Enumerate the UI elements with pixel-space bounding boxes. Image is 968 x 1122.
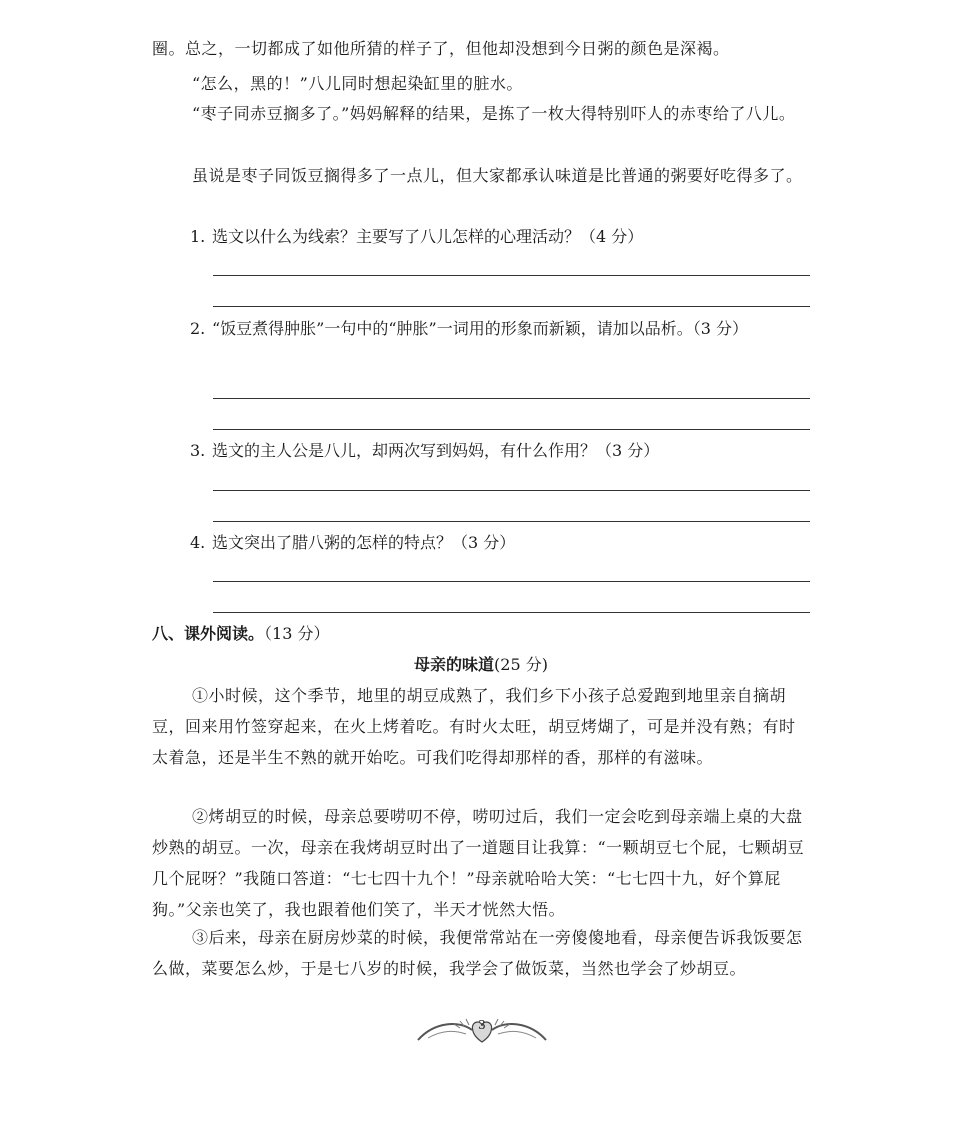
article-title-points: (25 分) <box>494 655 548 674</box>
passage-paragraph: 圈。总之，一切都成了如他所猜的样子了，但他却没想到今日粥的颜色是深褐。 <box>152 39 730 58</box>
passage-paragraph: “枣子同赤豆搁多了。”妈妈解释的结果，是拣了一枚大得特别吓人的赤枣给了八儿。 <box>192 104 796 123</box>
question-text: 选文以什么为线索？主要写了八儿怎样的心理活动？（4 分） <box>212 227 644 246</box>
question-number: 3. <box>190 441 206 460</box>
page-footer-ornament <box>414 1010 550 1050</box>
answer-line[interactable] <box>213 275 810 276</box>
answer-line[interactable] <box>213 429 810 430</box>
article-paragraph-3: ③后来，母亲在厨房炒菜的时候，我便常常站在一旁傻傻地看，母亲便告诉我饭要怎么做，菜要怎么炒，于是七八岁的时候，我学会了做饭菜，当然也学会了炒胡豆。 <box>152 928 803 978</box>
question-3 <box>190 436 810 466</box>
question-number: 2. <box>190 319 206 338</box>
question-number: 1. <box>190 227 206 246</box>
answer-line[interactable] <box>213 521 810 522</box>
question-text: 选文的主人公是八儿，却两次写到妈妈，有什么作用？（3 分） <box>212 441 660 460</box>
answer-line[interactable] <box>213 612 810 613</box>
answer-line[interactable] <box>213 306 810 307</box>
article-paragraph-1: ①小时候，这个季节，地里的胡豆成熟了，我们乡下小孩子总爱跑到地里亲自摘胡豆，回来用竹签穿起来，在火上烤着吃。有时火太旺，胡豆烤煳了，可是并没有熟；有时太着急，还是半生不熟的就开始吃。可我们吃得却那样的香，那样的有滋味。 <box>152 686 796 767</box>
page-number: 3 <box>478 1018 486 1032</box>
section-title: 八、课外阅读。 <box>152 624 265 643</box>
question-text: 选文突出了腊八粥的怎样的特点？（3 分） <box>212 533 516 552</box>
passage-paragraph: 虽说是枣子同饭豆搁得多了一点儿，但大家都承认味道是比普通的粥要好吃得多了。 <box>192 166 803 185</box>
question-number: 4. <box>190 533 206 552</box>
answer-line[interactable] <box>213 490 810 491</box>
question-4 <box>190 528 810 558</box>
question-2 <box>190 314 810 344</box>
passage-paragraph: “怎么，黑的！”八儿同时想起染缸里的脏水。 <box>192 74 523 93</box>
section-heading <box>152 620 329 648</box>
answer-line[interactable] <box>213 398 810 399</box>
article-title <box>152 651 810 679</box>
section-points: （13 分） <box>264 624 330 643</box>
article-paragraph-2: ②烤胡豆的时候，母亲总要唠叨不停，唠叨过后，我们一定会吃到母亲端上桌的大盘炒熟的胡豆。一次，母亲在我烤胡豆时出了一道题目让我算：“一颗胡豆七个屁，七颗胡豆几个屁呀？”我随口答道：“七七四十九个！”母亲就哈哈大笑：“七七四十九，好个算屁狗。”父亲也笑了，我也跟着他们笑了，半天才恍然大悟。 <box>152 807 805 919</box>
article-title-text: 母亲的味道 <box>414 655 495 674</box>
answer-line[interactable] <box>213 581 810 582</box>
question-1 <box>190 222 810 252</box>
question-text: “饭豆煮得肿胀”一句中的“肿胀”一词用的形象而新颖，请加以品析。（3 分） <box>212 319 748 338</box>
